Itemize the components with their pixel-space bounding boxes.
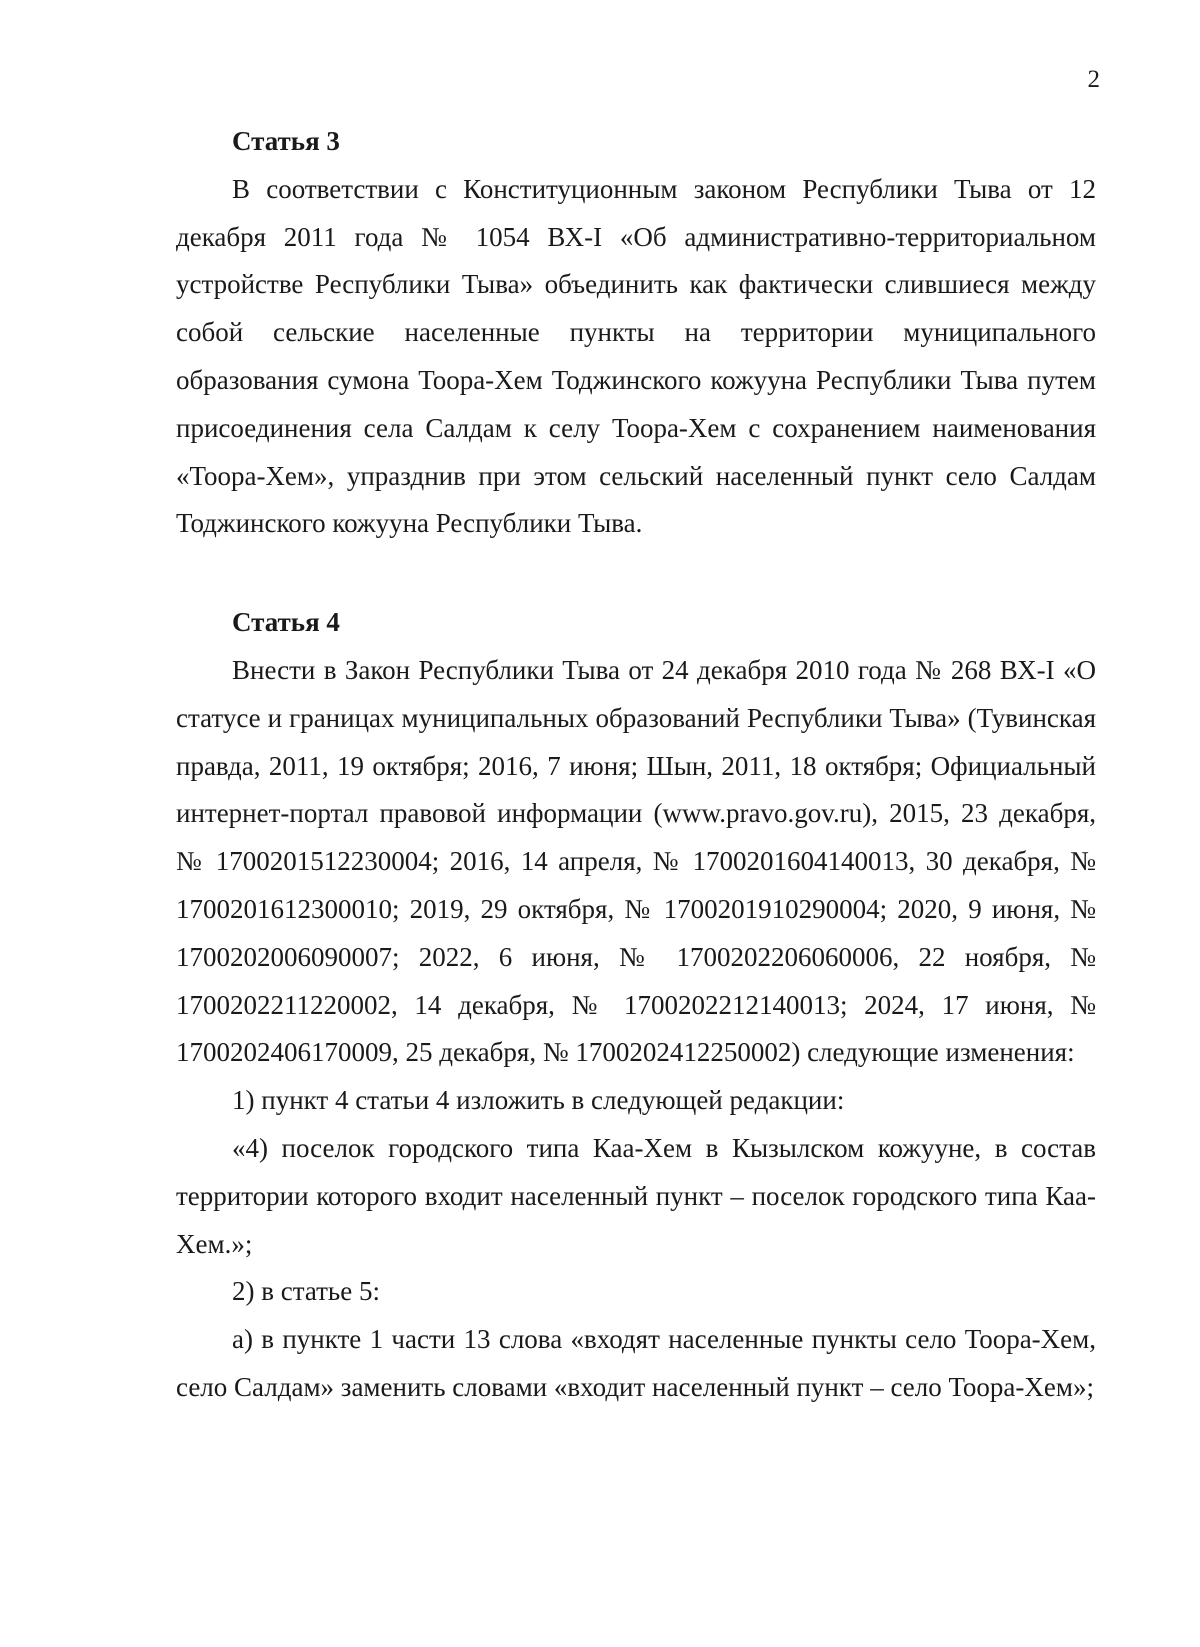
article-title: Статья 4: [232, 607, 340, 638]
article-paragraph: а) в пункте 1 части 13 слова «входят населенные пункты село Тоора-Хем, село Салдам» заменить словами «входит населенный пункт – село Тоора-Хем»;: [176, 1324, 1096, 1402]
article-paragraph: Внести в Закон Республики Тыва от 24 декабря 2010 года № 268 ВХ-I «О статусе и границах муниципальных образований Республики Тыва» (Тувинская правда, 2011, 19 октября; 2016, 7 июня; Шын, 2011, 18 октября; Официальный интернет-портал правовой информации (www.pravo.gov.ru), 2015, 23 декабря, № 1700201512230004; 2016, 14 апреля, № 1700201604140013, 30 декабря, № 1700201612300010; 2019, 29 октября, № 1700201910290004; 2020, 9 июня, № 1700202006090007; 2022, 6 июня, № 1700202206060006, 22 ноября, № 1700202211220002, 14 декабря, № 1700202212140013; 2024, 17 июня, № 1700202406170009, 25 декабря, № 1700202412250002) следующие изменения:: [176, 654, 1096, 1068]
article-paragraph: 2) в статье 5:: [232, 1276, 380, 1307]
document-body: [176, 118, 1096, 1412]
article-spacer: [176, 548, 1096, 599]
article-3: [176, 118, 1096, 548]
article-paragraph: В соответствии с Конституционным законом Республики Тыва от 12 декабря 2011 года № 1054 ВХ-I «Об административно-территориальном устройстве Республики Тыва» объединить как фактически слившиеся между собой сельские населенные пункты на территории муниципального образования сумона Тоора-Хем Тоджинского кожууна Республики Тыва путем присоединения села Салдам к селу Тоора-Хем с сохранением наименования «Тоора-Хем», упразднив при этом сельский населенный пункт село Салдам Тоджинского кожууна Республики Тыва.: [176, 173, 1096, 539]
article-4: [176, 599, 1096, 1412]
page-number: 2: [1087, 66, 1100, 93]
article-paragraph: 1) пункт 4 статьи 4 изложить в следующей редакции:: [232, 1085, 845, 1116]
article-title: Статья 3: [232, 126, 340, 156]
article-paragraph: «4) поселок городского типа Каа-Хем в Кызылском кожууне, в состав территории которого входит населенный пункт – поселок городского типа Каа-Хем.»;: [176, 1132, 1096, 1259]
